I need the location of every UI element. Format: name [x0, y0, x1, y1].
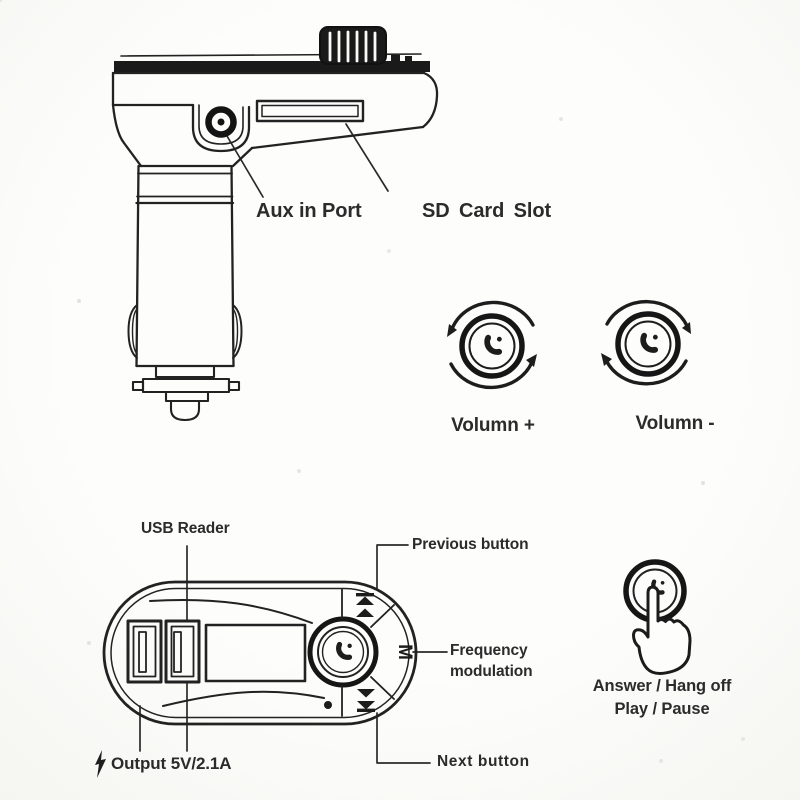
- answer-play-label: [578, 675, 746, 721]
- dial-knob-phone-icon: [618, 314, 678, 374]
- frequency-modulation-line1: Frequency: [450, 642, 528, 659]
- previous-leader-line: [377, 545, 408, 589]
- press-button-hand-icon: [626, 562, 690, 673]
- volume-plus-label: Volumn +: [451, 415, 535, 436]
- body-bottom-slant: [252, 127, 423, 148]
- usb-port-2-icon: [166, 621, 199, 682]
- aux-port-icon: [193, 105, 249, 151]
- output-label-row: [94, 749, 231, 779]
- frequency-modulation-label: [450, 640, 533, 682]
- sd-card-slot-icon: [257, 101, 363, 121]
- display-screen: [206, 625, 305, 681]
- plug-contact-clips: [129, 305, 242, 358]
- answer-hang-off-line: Answer / Hang off: [592, 677, 732, 695]
- usb-port-1-icon: [128, 621, 161, 682]
- usb-reader-label: USB Reader: [141, 520, 230, 537]
- aux-in-port-label: Aux in Port: [256, 200, 362, 222]
- previous-icon: [356, 593, 374, 617]
- output-label: Output 5V/2.1A: [111, 754, 232, 773]
- top-nub: [405, 56, 412, 62]
- control-knob-icon: [310, 619, 376, 685]
- neck-left: [113, 105, 141, 166]
- plug-barrel: [137, 166, 234, 366]
- charger-side-view-drawing: [113, 27, 437, 420]
- next-icon: [357, 689, 375, 712]
- mode-button: M: [394, 644, 415, 660]
- lightning-icon: [94, 749, 107, 779]
- body-right-curve: [423, 73, 437, 127]
- next-button-label: Next button: [437, 753, 530, 770]
- plug-tip: [133, 366, 239, 420]
- tuning-wheel-icon: [320, 27, 386, 64]
- volume-minus-label: Volumn -: [635, 413, 715, 434]
- transmitter-front-view-drawing: [104, 582, 416, 724]
- mic-led-dot: [324, 701, 332, 709]
- volume-minus-dial: [601, 302, 691, 384]
- frequency-modulation-line2: modulation: [450, 663, 533, 680]
- previous-button-label: Previous button: [412, 536, 529, 553]
- volume-plus-dial: [447, 302, 537, 387]
- next-leader-line: [377, 713, 430, 763]
- sd-card-slot-label: SD Card Slot: [422, 200, 552, 222]
- dial-knob-phone-icon: [462, 316, 522, 376]
- play-pause-line: Play / Pause: [614, 700, 710, 718]
- top-nub: [391, 55, 400, 62]
